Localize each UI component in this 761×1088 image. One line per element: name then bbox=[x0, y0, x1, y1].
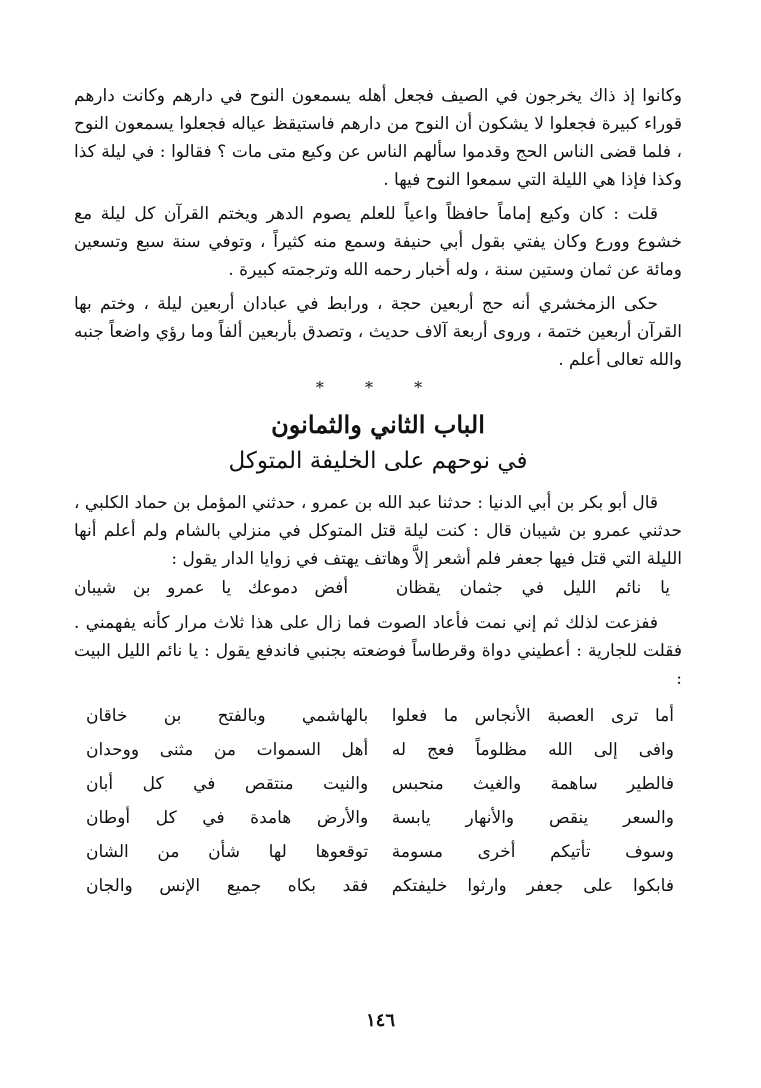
verse-second-hemistich: توقعوها لها شأن من الشان bbox=[86, 842, 369, 862]
poem-verse bbox=[86, 733, 674, 767]
verse-first-hemistich: أما ترى العصبة الأنجاس ما فعلوا bbox=[391, 706, 674, 726]
page-number: ١٤٦ bbox=[365, 1010, 395, 1031]
poem bbox=[74, 699, 682, 903]
paragraph-after-verse: ففزعت لذلك ثم إني نمت فأعاد الصوت فما زال على هذا ثلاث مرار كأنه يفهمني . فقلت للجارية : أعطيني دواة وقرطاساً فوضعته بجنبي فاندفع يقول : يا نائم الليل البيت : bbox=[74, 613, 682, 689]
paragraph-waki-death: وكانوا إذ ذاك يخرجون في الصيف فجعل أهله يسمعون النوح في دارهم وكانت دارهم قوراء كبيرة فجعلوا لا يشكون أن النوح من دارهم فاستيقظ عياله فجعلوا يسمعون النوح ، فلما قضى الناس الحج وقدموا سألهم الناس عن وكيع متى مات ؟ فقالوا : في ليلة كذا وكذا فإذا هي الليلة التي سمعوا النوح فيها . bbox=[74, 86, 682, 190]
verse-second-hemistich: أهل السموات من مثنى ووحدان bbox=[86, 740, 369, 760]
paragraph-story: قال أبو بكر بن أبي الدنيا : حدثنا عبد الله بن عمرو ، حدثني المؤمل بن حماد الكلبي ، حدثني عمرو بن شيبان قال : كنت ليلة قتل المتوكل في منزلي بالشام ولم أعلم أنها الليلة التي قتل فيها جعفر فلم أشعر إلاَّ وهاتف يهتف في زوايا الدار يقول : bbox=[73, 493, 682, 569]
paragraph-author-note: قلت : كان وكيع إماماً حافظاً واعياً للعلم يصوم الدهر ويختم القرآن كل ليلة مع خشوع وورع وكان يفتي بقول أبي حنيفة وسمع منه كثيراً ، وتوفي سنة سبع وتسعين ومائة عن ثمان وستين سنة ، وله أخبار رحمه الله وترجمته كبيرة . bbox=[74, 204, 682, 280]
poem-verse bbox=[86, 699, 674, 733]
verse-first-hemistich: وافى إلى الله مظلوماً فعج له bbox=[391, 740, 674, 760]
paragraph-zamakhshari: حكى الزمخشري أنه حج أربعين حجة ، ورابط في عبادان أربعين ليلة ، وختم بها القرآن أربعين ختمة ، وروى أربعة آلاف حديث ، وتصدق بأربعين ألفاً وما رؤي واضعاً جنبه والله تعالى أعلم . bbox=[74, 294, 682, 370]
poem-verse bbox=[86, 767, 674, 801]
verse-first-hemistich: فالطير ساهمة والغيث منحبس bbox=[391, 774, 674, 794]
poem-verse bbox=[86, 869, 674, 903]
poem-verse bbox=[86, 801, 674, 835]
verse-first-hemistich: والسعر ينقص والأنهار يابسة bbox=[391, 808, 674, 828]
chapter-subtitle: في نوحهم على الخليفة المتوكل bbox=[228, 448, 528, 474]
verse-first-hemistich: يا نائم الليل في جثمان يقظان bbox=[395, 578, 670, 598]
book-page bbox=[74, 82, 682, 903]
verse-first-hemistich: وسوف تأتيكم أخرى مسومة bbox=[391, 842, 674, 862]
verse-second-hemistich: فقد بكاه جميع الإنس والجان bbox=[86, 876, 369, 896]
poem-verse bbox=[86, 835, 674, 869]
verse-second-hemistich: بالهاشمي وبالفتح بن خاقان bbox=[86, 706, 369, 726]
verse-first-hemistich: فابكوا على جعفر وارثوا خليفتكم bbox=[391, 876, 674, 896]
section-separator: * * * bbox=[315, 378, 441, 397]
verse-second-hemistich: أفض دموعك يا عمرو بن شيبان bbox=[74, 578, 349, 598]
verse-line bbox=[74, 573, 682, 603]
verse-second-hemistich: والنيت منتقص في كل أبان bbox=[86, 774, 369, 794]
chapter-title: الباب الثاني والثمانون bbox=[271, 410, 485, 439]
verse-second-hemistich: والأرض هامدة في كل أوطان bbox=[86, 808, 369, 828]
